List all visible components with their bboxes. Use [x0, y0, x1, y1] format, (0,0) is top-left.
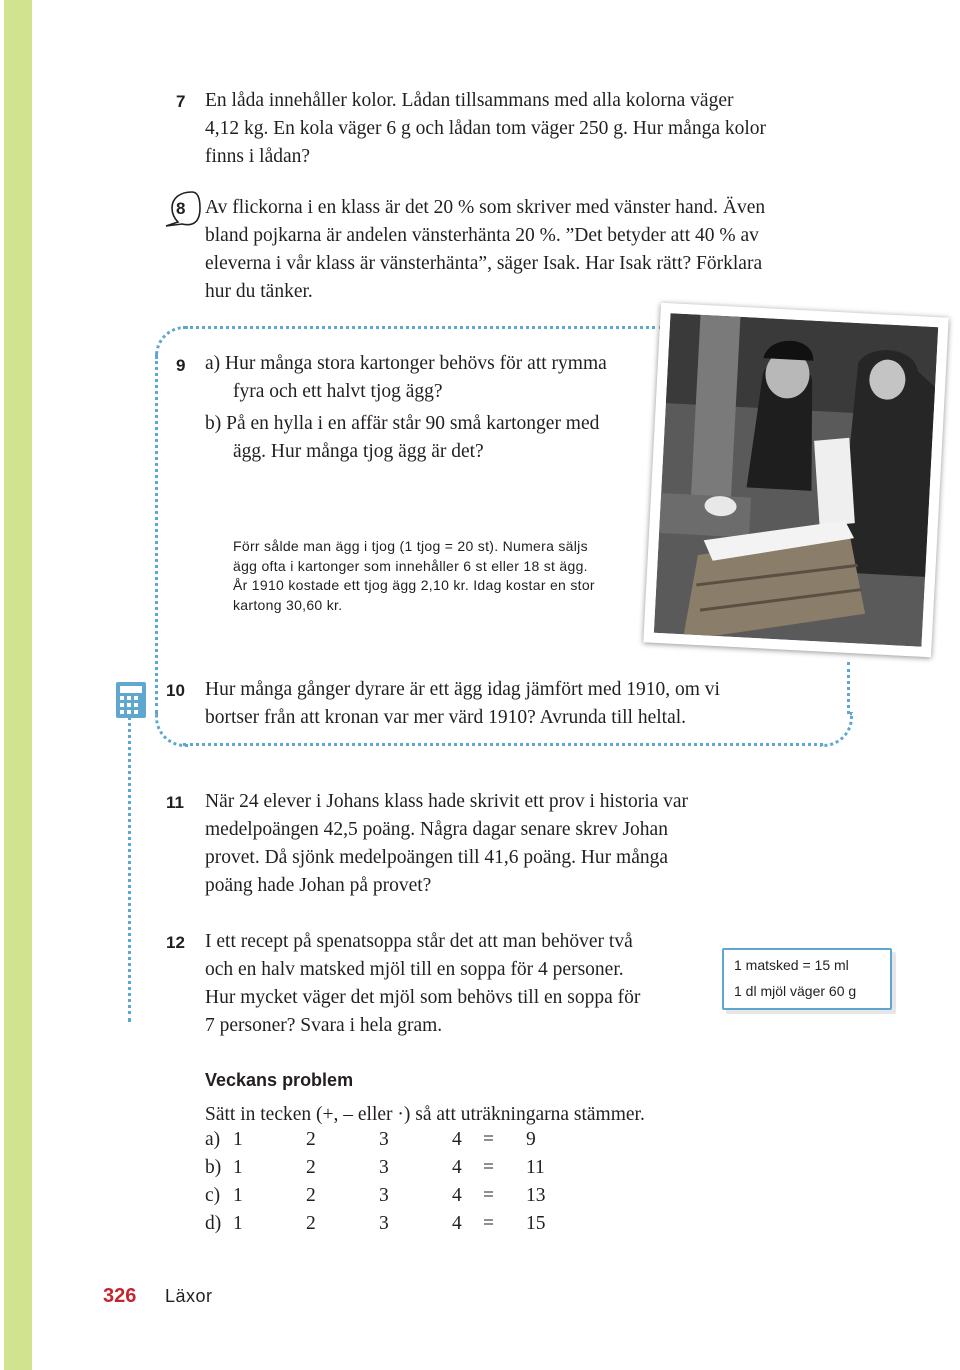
measurement-info-box: 1 matsked = 15 ml 1 dl mjöl väger 60 g — [722, 948, 892, 1010]
margin-color-bar — [4, 0, 32, 1370]
dotted-frame-top — [183, 326, 663, 329]
calculator-icon — [116, 682, 146, 718]
dotted-frame-bottom — [183, 743, 823, 746]
problem-8-text: Av flickorna i en klass är det 20 % som skriver med vänster hand. Även bland pojkarna är andelen vänsterhänta 20 %. ”Det betyder att 40 % av eleverna i vår klass är vänsterhänta”, säger Isak. Har Isak rätt? Förklara hur du tänker. — [205, 197, 766, 302]
weekly-problem-instruction: Sätt in tecken (+, – eller ·) så att uträkningarna stämmer. — [205, 1104, 645, 1125]
problem-11-text: När 24 elever i Johans klass hade skrivit ett prov i historia var medelpoängen 42,5 poäng. Några dagar senare skrev Johan provet. Då sjönk medelpoängen till 41,6 poäng. Hur många poäng hade Johan på provet? — [205, 791, 689, 896]
problem-11-number: 11 — [166, 793, 184, 812]
problem-10-text: Hur många gånger dyrare är ett ägg idag jämfört med 1910, om vi bortser från att kronan var mer värd 1910? Avrunda till heltal. — [205, 679, 720, 728]
problem-10-number: 10 — [166, 681, 185, 700]
weekly-problem-title: Veckans problem — [205, 1070, 354, 1090]
problem-12-number: 12 — [166, 933, 185, 952]
dotted-frame-left — [155, 354, 158, 714]
problem-9-number: 9 — [176, 356, 186, 375]
dotted-frame-bottom-left-corner — [155, 712, 188, 747]
problem-9-text: a) Hur många stora kartonger behövs för att rymma fyra och ett halvt tjog ägg? b) På en hylla i en affär står 90 små kartonger med ägg. Hur många tjog ägg är det? — [205, 353, 607, 462]
page-number: 326 — [103, 1285, 137, 1307]
problem-12-text: I ett recept på spenatsoppa står det att man behöver två och en halv matsked mjöl till en soppa för 4 personer. Hur mycket väger det mjöl som behövs till en soppa för 7 personer? Svara i hela gram. — [205, 931, 641, 1036]
egg-market-photo — [643, 303, 948, 658]
egg-market-photo-illustration — [654, 313, 938, 647]
problem-7-text: En låda innehåller kolor. Lådan tillsammans med alla kolorna väger 4,12 kg. En kola väger 6 g och lådan tom väger 250 g. Hur många kolor finns i lådan? — [205, 90, 767, 167]
dotted-frame-bottom-right-corner — [820, 712, 853, 747]
problem-8-number: 8 — [176, 199, 186, 218]
egg-history-note: Förr sålde man ägg i tjog (1 tjog = 20 st). Numera säljs ägg ofta i kartonger som innehåller 6 st eller 18 st ägg. År 1910 kostade ett tjog ägg 2,10 kr. Idag kostar en stor kartong 30,60 kr. — [233, 538, 595, 613]
section-title: Läxor — [165, 1286, 213, 1306]
problem-7-number: 7 — [176, 92, 186, 111]
dotted-margin-line — [128, 716, 131, 1022]
dotted-frame-right — [847, 662, 850, 714]
dotted-frame-top-left-corner — [155, 326, 188, 359]
